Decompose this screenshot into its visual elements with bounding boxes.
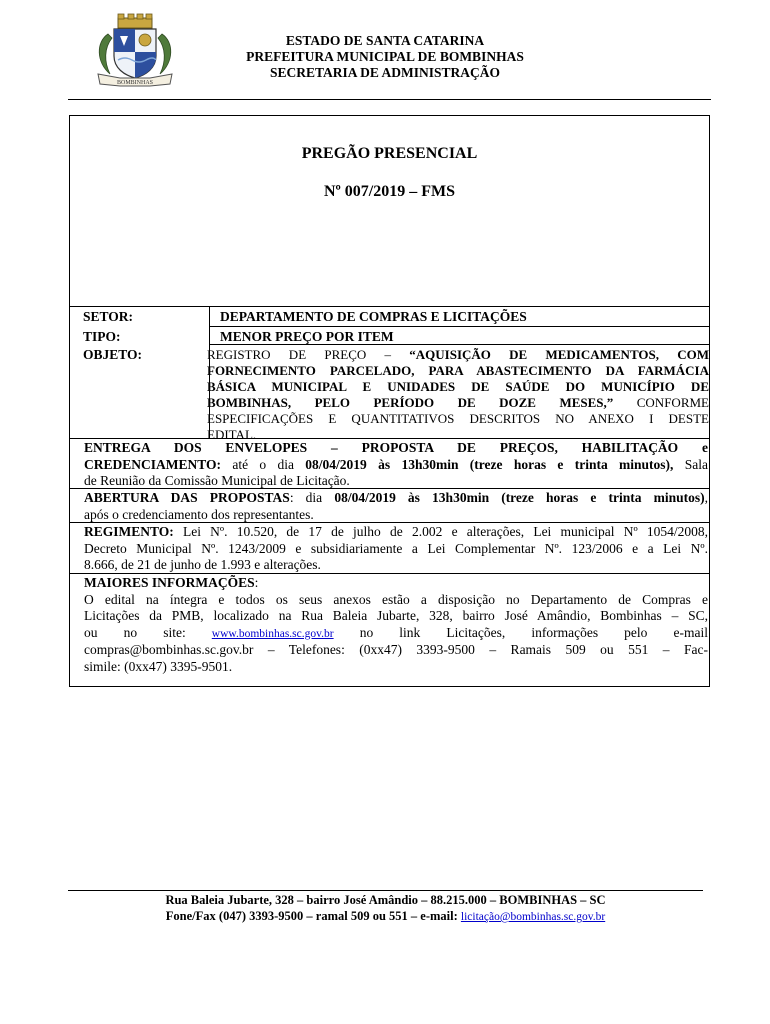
abertura-comma: , (704, 490, 709, 505)
entrega-sala: Sala (673, 456, 708, 472)
header-divider (68, 99, 711, 100)
objeto-label: OBJETO: (83, 347, 143, 362)
objeto-line-6: EDITAL. (207, 427, 257, 442)
crest-ribbon-text: BOMBINHAS (116, 80, 154, 86)
abertura-date: 08/04/2019 às 13h30min (treze horas e trinta minutos) (334, 490, 705, 505)
footer-address: Rua Baleia Jubarte, 328 – bairro José Amândio – 88.215.000 – BOMBINHAS – SC (165, 893, 606, 907)
regimento-divider (69, 573, 710, 574)
setor-divider (209, 326, 710, 327)
abertura-line-2: após o credenciamento dos representantes. (84, 506, 314, 522)
entrega-ate: até o dia (221, 456, 306, 472)
maiores-line-2: Licitações da PMB, localizado na Rua Baleia Jubarte, 328, bairro José Amândio, Bombinhas – SC, (84, 608, 708, 623)
maiores-line-5: simile: (0xx47) 3395-9501. (84, 658, 233, 674)
header-secretariat: SECRETARIA DE ADMINISTRAÇÃO (269, 65, 501, 80)
objeto-line-1b: “AQUISIÇÃO DE MEDICAMENTOS, COM (409, 347, 709, 362)
tipo-value: MENOR PREÇO POR ITEM (220, 329, 394, 344)
entrega-section (84, 440, 708, 490)
website-link[interactable]: www.bombinhas.sc.gov.br (211, 627, 334, 640)
regimento-line-3: 8.666, de 21 de junho de 1.993 e alterações. (84, 557, 321, 572)
footer-phone: Fone/Fax (047) 3393-9500 – ramal 509 ou 551 – e-mail: (165, 909, 461, 923)
entrega-divider (69, 488, 710, 489)
maiores-heading: MAIORES INFORMAÇÕES (84, 575, 255, 590)
abertura-divider (69, 522, 710, 523)
maiores-colon: : (254, 575, 259, 590)
maiores-line-4: compras@bombinhas.sc.gov.br – Telefones: (0xx47) 3393-9500 – Ramais 509 ou 551 – Fac- (84, 642, 708, 657)
abertura-heading: ABERTURA DAS PROPOSTAS (84, 490, 290, 505)
setor-value: DEPARTAMENTO DE COMPRAS E LICITAÇÕES (220, 309, 527, 324)
entrega-credenciamento: CREDENCIAMENTO: (84, 456, 222, 472)
objeto-description (207, 347, 709, 443)
maiores-section (84, 575, 708, 675)
objeto-line-4a: BOMBINHAS, PELO PERÍODO DE DOZE MESES,” (207, 395, 614, 410)
entrega-line-3: de Reunião da Comissão Municipal de Licitação. (84, 473, 350, 488)
footer-divider (68, 890, 703, 891)
maiores-line-3b: no link Licitações, informações pelo e-mail (333, 624, 708, 640)
regimento-section (84, 524, 708, 574)
header-state: ESTADO DE SANTA CATARINA (285, 33, 485, 48)
objeto-line-3: BÁSICA MUNICIPAL E UNIDADES DE SAÚDE DO MUNICÍPIO DE (207, 379, 709, 394)
tipo-label: TIPO: (83, 329, 121, 344)
regimento-line-1: Lei Nº. 10.520, de 17 de julho de 2.002 e alterações, Lei municipal Nº 1054/2008, (173, 524, 708, 539)
abertura-dia: : dia (289, 490, 335, 505)
info-table-top-line (69, 306, 710, 307)
regimento-heading: REGIMENTO: (84, 524, 174, 539)
abertura-section (84, 490, 708, 523)
objeto-line-5: ESPECIFICAÇÕES E QUANTITATIVOS DESCRITOS NO ANEXO I DESTE (207, 411, 709, 426)
maiores-line-1: O edital na íntegra e todos os seus anexos estão a disposição no Departamento de Compras e (84, 591, 708, 607)
objeto-line-2: FORNECIMENTO PARCELADO, PARA ABASTECIMENTO DA FARMÁCIA (207, 363, 709, 378)
document-title: PREGÃO PRESENCIAL (301, 145, 478, 162)
entrega-line-1: ENTREGA DOS ENVELOPES – PROPOSTA DE PREÇOS, HABILITAÇÃO e (84, 440, 708, 455)
maiores-line-3a: ou no site: (84, 624, 212, 640)
municipal-crest-logo (90, 12, 180, 88)
setor-label: SETOR: (83, 309, 134, 324)
footer-email-link[interactable]: licitação@bombinhas.sc.gov.br (460, 911, 606, 923)
regimento-line-2: Decreto Municipal Nº. 1243/2009 e subsidiariamente a Lei Complementar Nº. 123/2006 e a Lei Nº. (84, 540, 708, 556)
entrega-date: 08/04/2019 às 13h30min (treze horas e trinta minutos), (305, 456, 674, 472)
objeto-line-4b: CONFORME (613, 395, 709, 410)
document-number: Nº 007/2019 – FMS (323, 183, 456, 200)
objeto-line-1a: REGISTRO DE PREÇO – (207, 347, 410, 362)
footer-contact (68, 909, 703, 924)
header-prefecture: PREFEITURA MUNICIPAL DE BOMBINHAS (246, 49, 524, 64)
